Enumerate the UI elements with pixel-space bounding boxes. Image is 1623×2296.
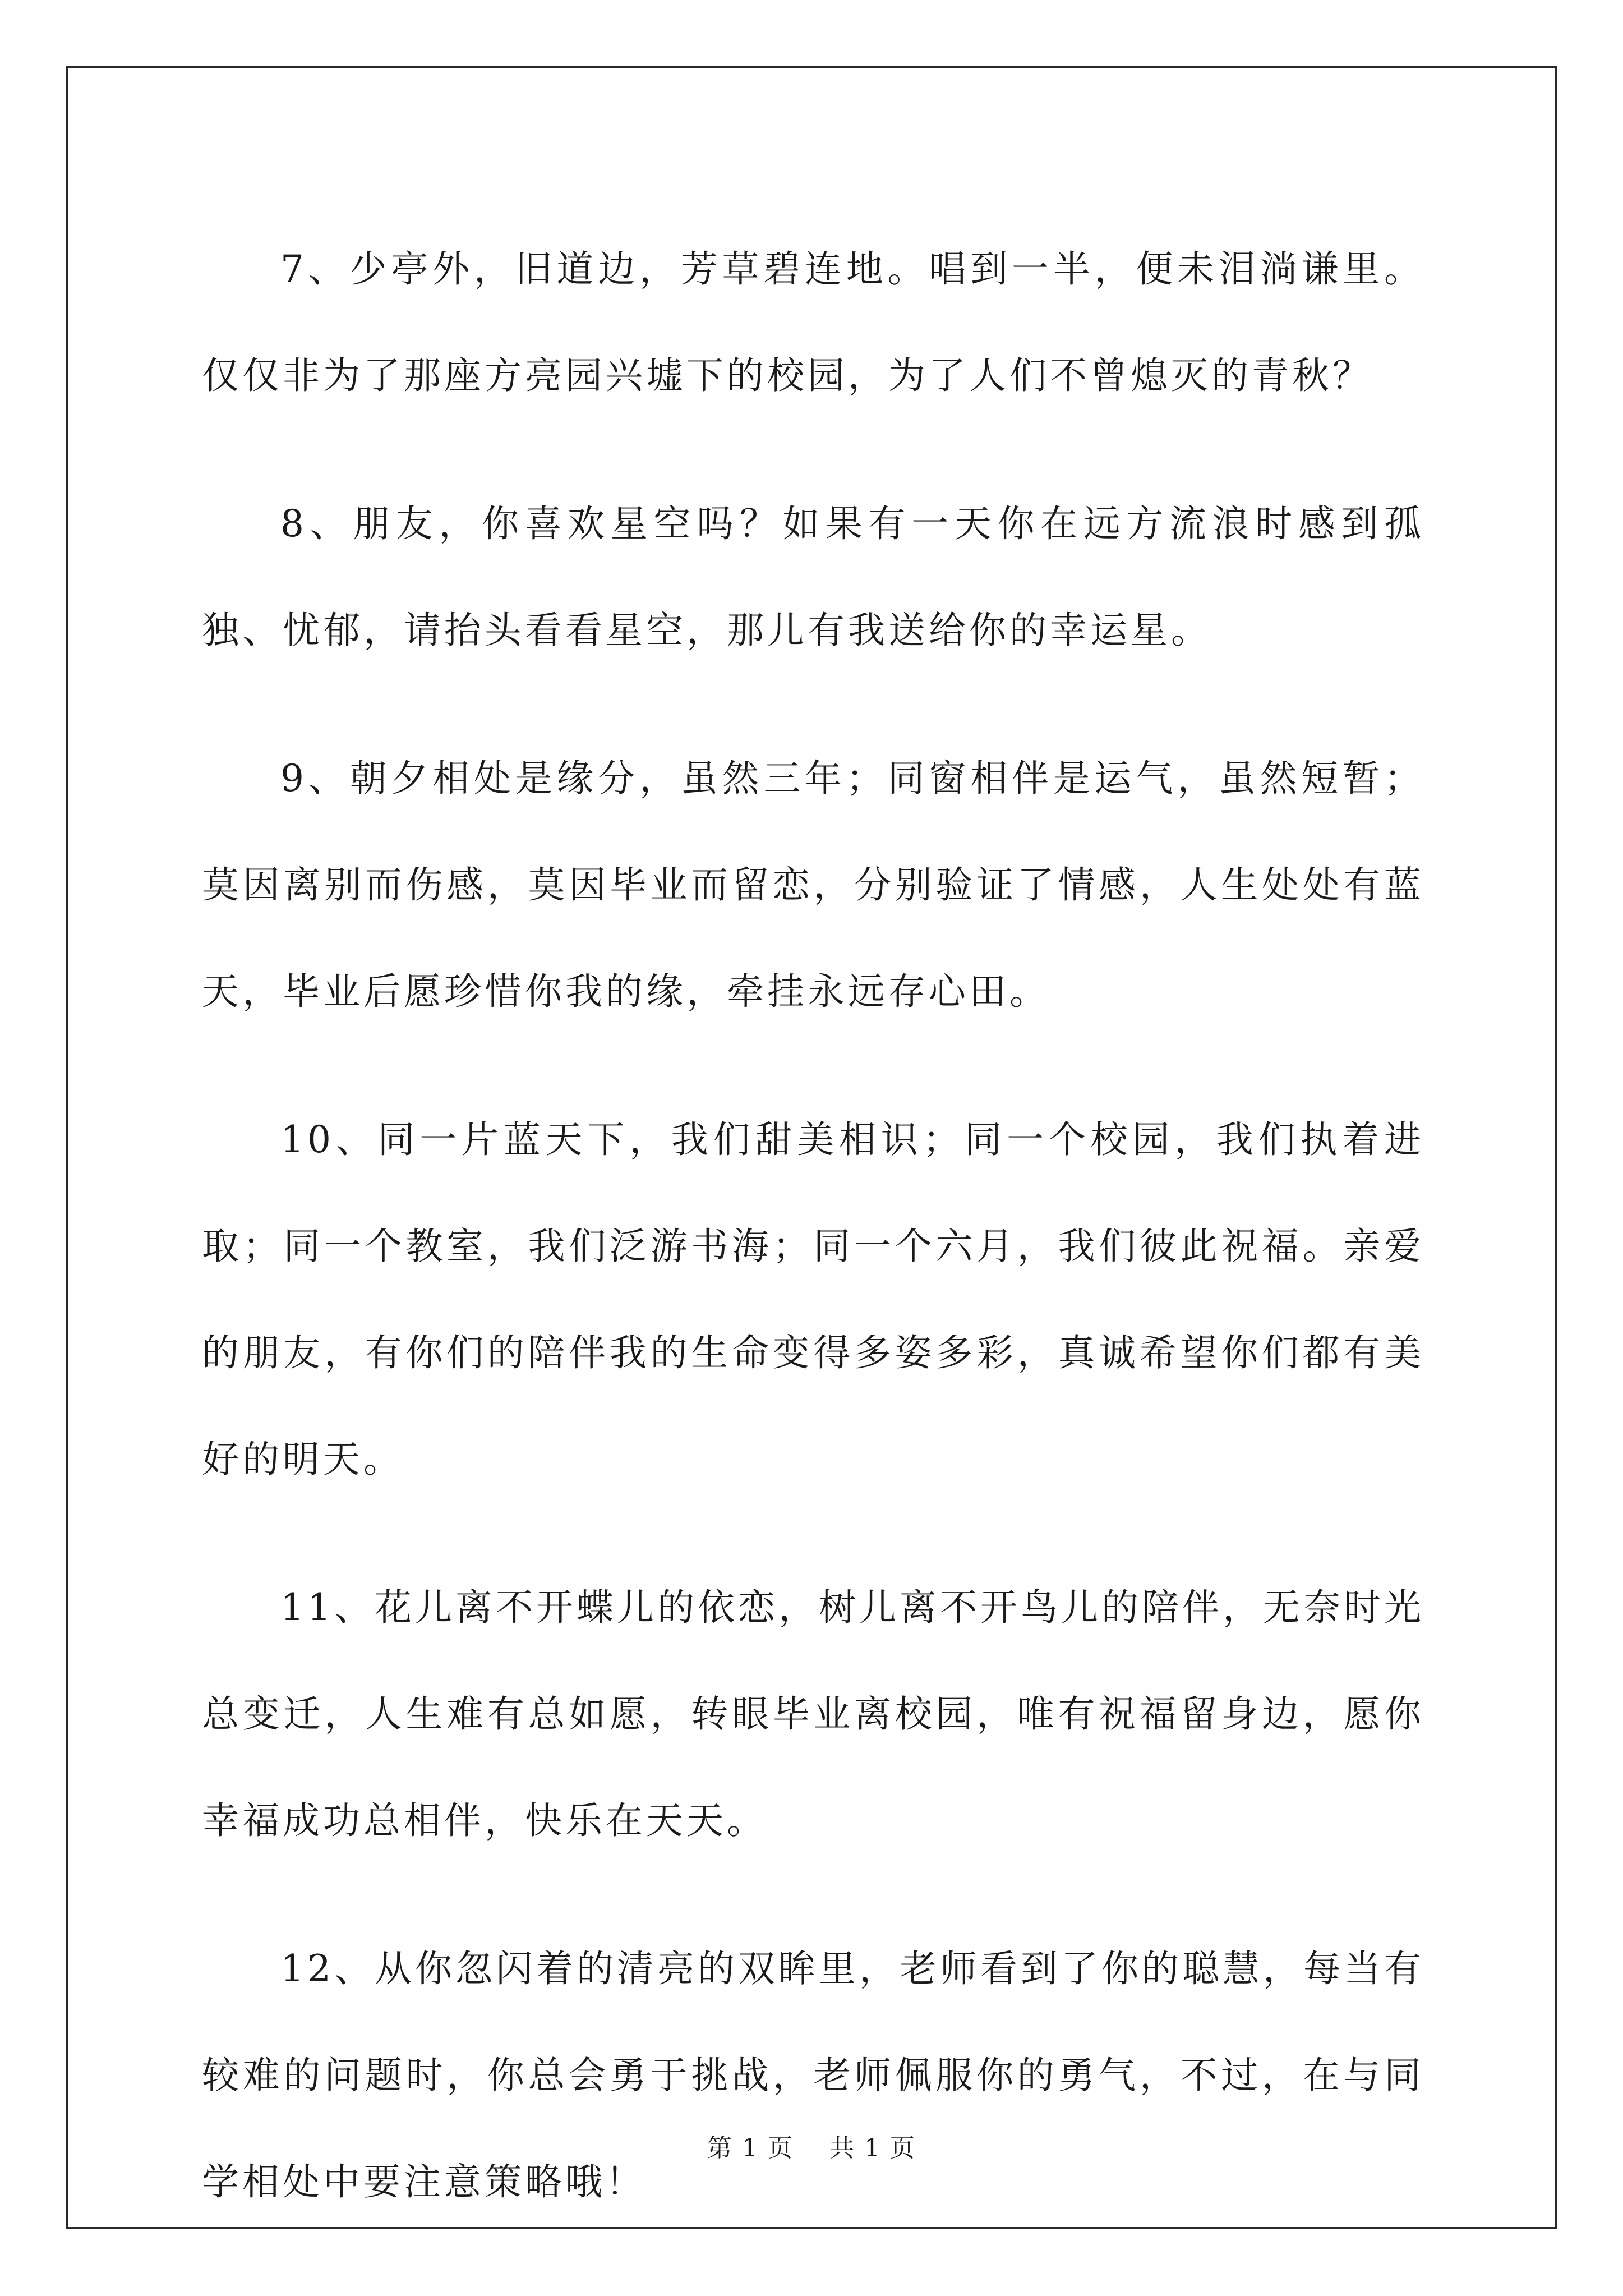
paragraph-11: 11、花儿离不开蝶儿的依恋，树儿离不开鸟儿的陪伴，无奈时光总变迁，人生难有总如愿，转眼毕业离校园，唯有祝福留身边，愿你幸福成功总相伴，快乐在天天。: [202, 1586, 1424, 1842]
document-body: [202, 216, 1424, 2277]
paragraph-8: 8、朋友，你喜欢星空吗？如果有一天你在远方流浪时感到孤独、忧郁，请抬头看看星空，那儿有我送给你的幸运星。: [202, 502, 1424, 652]
paragraph-10: 10、同一片蓝天下，我们甜美相识；同一个校园，我们执着进取；同一个教室，我们泛游书海；同一个六月，我们彼此祝福。亲爱的朋友，有你们的陪伴我的生命变得多姿多彩，真诚希望你们都有美好的明天。: [202, 1118, 1424, 1481]
paragraph-9: 9、朝夕相处是缘分，虽然三年；同窗相伴是运气，虽然短暂；莫因离别而伤感，莫因毕业而留恋，分别验证了情感，人生处处有蓝天，毕业后愿珍惜你我的缘，牵挂永远存心田。: [202, 757, 1424, 1013]
paragraph-7: 7、少亭外，旧道边，芳草碧连地。唱到一半，便未泪淌谦里。仅仅非为了那座方亮园兴墟下的校园，为了人们不曾熄灭的青秋？: [202, 247, 1424, 397]
page-number: 第 1 页: [707, 2134, 794, 2162]
page-total: 共 1 页: [829, 2134, 916, 2162]
page-footer: [0, 2132, 1623, 2165]
paragraph-12: 12、从你忽闪着的清亮的双眸里，老师看到了你的聪慧，每当有较难的问题时，你总会勇于挑战，老师佩服你的勇气，不过，在与同学相处中要注意策略哦！: [202, 1947, 1424, 2203]
